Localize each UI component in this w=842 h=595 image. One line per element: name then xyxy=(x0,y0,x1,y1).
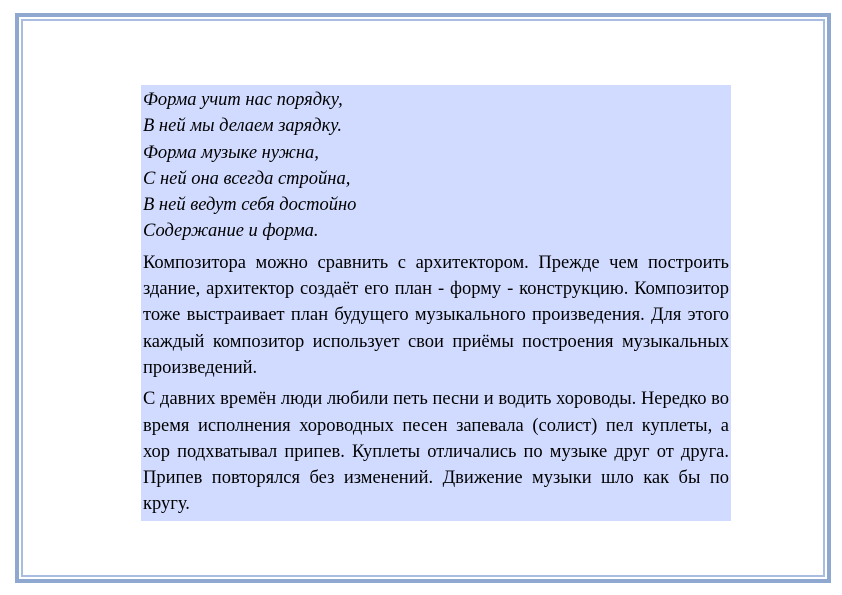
poem-line: В ней мы делаем зарядку. xyxy=(143,116,342,137)
poem-line: Форма учит нас порядку, xyxy=(143,90,343,110)
poem-line: Содержание и форма. xyxy=(143,221,319,242)
paragraph-composer-architect: Композитора можно сравнить с архитектором. Прежде чем построить здание, архитектор создаёт его план - форму - конструкцию. Композитор тоже выстраивает план будущего музыкального произведения. Для этого каждый композитор использует свои приёмы построения музыкальных произведений. xyxy=(143,252,729,378)
poem xyxy=(143,87,729,245)
poem-line: Форма музыке нужна, xyxy=(143,142,319,163)
paragraph-round-dance-songs: С давних времён люди любили петь песни и водить хороводы. Нередко во время исполнения хороводных песен запевала (солист) пел куплеты, а хор подхватывал припев. Куплеты отличались по музыке друг от друга. Припев повторялся без изменений. Движение музыки шло как бы по кругу. xyxy=(143,389,729,515)
poem-line: В ней ведут себя достойно xyxy=(143,195,357,216)
poem-line: С ней она всегда стройна, xyxy=(143,168,351,189)
text-box xyxy=(141,85,731,521)
